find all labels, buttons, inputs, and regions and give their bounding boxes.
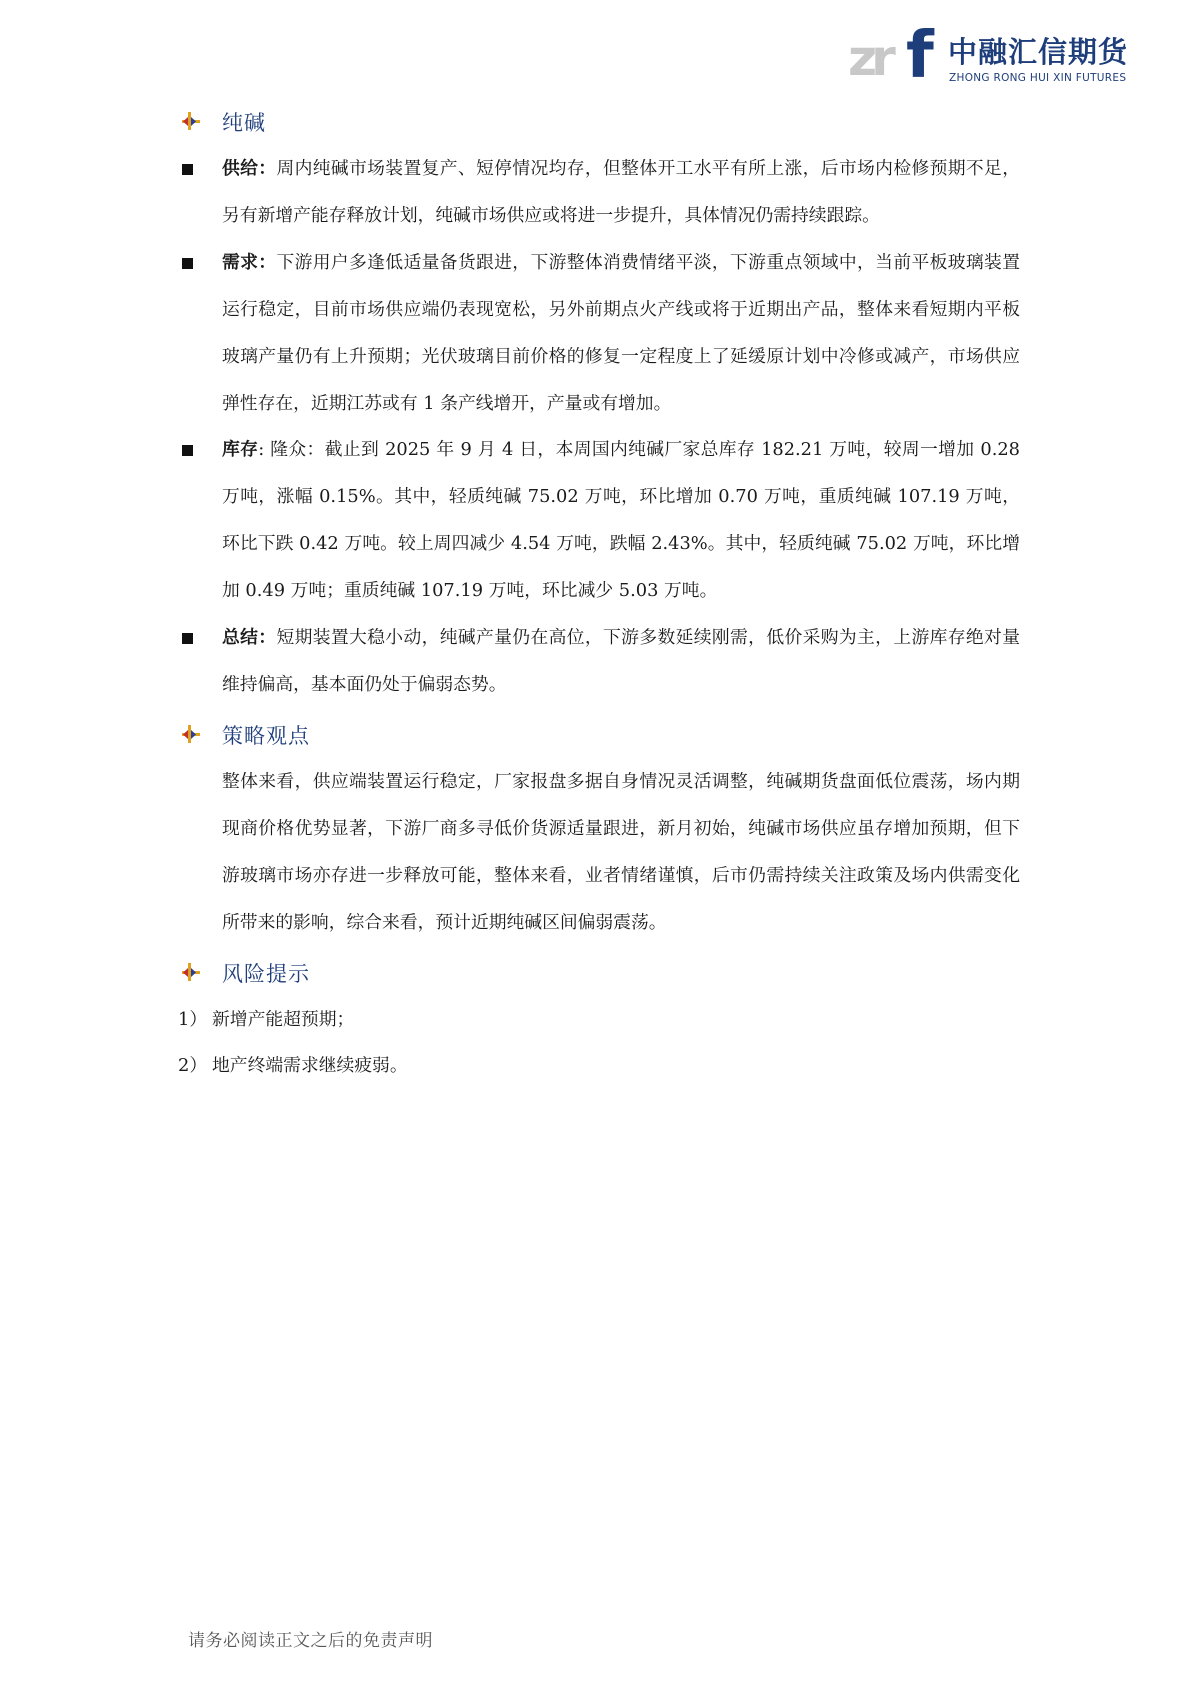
supply-label: 供给： <box>222 158 277 179</box>
risk-item <box>178 1043 1020 1090</box>
inventory-text: : 隆众：截止到 2025 年 9 月 4 日，本周国内纯碱厂家总库存 182.21 万吨，较周一增加 0.28 万吨，涨幅 0.15%。其中，轻质纯碱 75.02 万吨，环比增加 0.70 万吨，重质纯碱 107.19 万吨，环比下跌 0.42 万吨。较上周四减少 4.54 万吨，跌幅 2.43%。其中，轻质纯碱 75.02 万吨，环比增加 0.49 万吨；重质纯碱 107.19 万吨，环比减少 5.03 万吨。 <box>222 439 1020 602</box>
bullet-square-icon <box>178 427 222 474</box>
summary-label: 总结： <box>222 627 277 649</box>
demand-item <box>178 240 1020 428</box>
section-title-strategy <box>178 711 1020 759</box>
risk-text: 地产终端需求继续疲弱。 <box>212 1055 408 1077</box>
risk-number: 2） <box>178 1055 208 1077</box>
section-marker-icon <box>178 961 222 985</box>
section-title-text: 风险提示 <box>222 961 310 986</box>
logo-chinese-name: 中融汇信期货 <box>948 35 1129 69</box>
logo-mark-letters: zr <box>848 29 890 87</box>
supply-item <box>178 146 1020 240</box>
strategy-paragraph: 整体来看，供应端装置运行稳定，厂家报盘多据自身情况灵活调整，纯碱期货盘面低位震荡，场内期现商价格优势显著，下游厂商多寻低价货源适量跟进，新月初始，纯碱市场供应虽存增加预期，但下游玻璃市场亦存进一步释放可能，整体来看，业者情绪谨慎，后市仍需持续关注政策及场内供需变化所带来的影响，综合来看，预计近期纯碱区间偏弱震荡。 <box>222 770 1020 933</box>
logo-english-name: ZHONG RONG HUI XIN FUTURES <box>949 72 1127 84</box>
section-title-text: 纯碱 <box>222 111 266 135</box>
demand-label: 需求： <box>222 251 277 273</box>
section-title-soda <box>178 98 1020 146</box>
demand-text: 下游用户多逢低适量备货跟进，下游整体消费情绪平淡，下游重点领域中，当前平板玻璃装置运行稳定，目前市场供应端仍表现宽松，另外前期点火产线或将于近期出产品，整体来看短期内平板玻璃产量仍有上升预期；光伏玻璃目前价格的修复一定程度上了延缓原计划中冷修或减产，市场供应弹性存在，近期江苏或有 1 条产线增开，产量或有增加。 <box>222 251 1020 414</box>
bullet-square-icon <box>178 146 222 193</box>
summary-text: 短期装置大稳小动，纯碱产量仍在高位，下游多数延续刚需，低价采购为主，上游库存绝对量维持偏高，基本面仍处于偏弱态势。 <box>222 627 1020 695</box>
inventory-label: 库存 <box>222 439 259 461</box>
risk-text: 新增产能超预期； <box>212 1008 355 1030</box>
logo-mark-f: f <box>906 19 934 93</box>
risk-number: 1） <box>178 1008 208 1030</box>
bullet-square-icon <box>178 615 222 662</box>
supply-text: 周内纯碱市场装置复产、短停情况均存，但整体开工水平有所上涨，后市场内检修预期不足，另有新增产能存释放计划，纯碱市场供应或将进一步提升，具体情况仍需持续跟踪。 <box>222 158 1020 226</box>
section-marker-icon <box>178 110 222 134</box>
section-marker-icon <box>178 723 222 747</box>
inventory-item <box>178 427 1020 615</box>
summary-item <box>178 615 1020 709</box>
section-title-risk <box>178 949 1020 997</box>
footer-disclaimer: 请务必阅读正文之后的免责声明 <box>188 1631 433 1651</box>
report-content <box>178 96 1020 1090</box>
section-title-text: 策略观点 <box>222 723 310 748</box>
risk-item <box>178 997 1020 1044</box>
bullet-square-icon <box>178 240 222 287</box>
company-logo <box>848 19 1129 93</box>
